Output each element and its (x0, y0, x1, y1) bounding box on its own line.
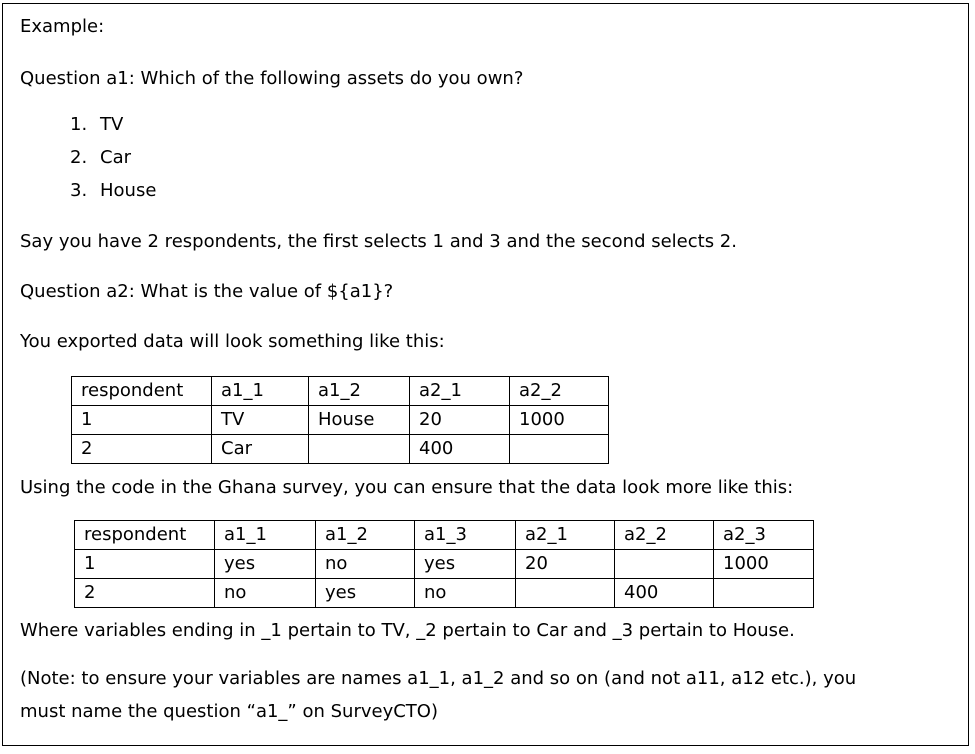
table-cell: 400 (615, 579, 714, 608)
table-cell: no (415, 579, 516, 608)
table-cell: no (215, 579, 316, 608)
table-cell: 20 (410, 406, 510, 435)
table-row (72, 406, 609, 435)
table-header-cell: a1_3 (415, 521, 516, 550)
table-cell: 2 (72, 435, 212, 464)
note-line-2: must name the question “a1_” on SurveyCTO) (20, 701, 438, 722)
ghana-survey-text: Using the code in the Ghana survey, you can ensure that the data look more like this: (20, 477, 794, 498)
example-label: Example: (20, 16, 105, 37)
table-cell: TV (212, 406, 309, 435)
table-cell: 20 (516, 550, 615, 579)
table-header-row (72, 377, 609, 406)
table-cell: 1 (75, 550, 215, 579)
table-header-cell: a1_1 (215, 521, 316, 550)
table-cell: no (316, 550, 415, 579)
question-a2-text: Question a2: What is the value of ${a1}? (20, 281, 394, 302)
table-header-cell: a2_2 (510, 377, 609, 406)
table-header-cell: a1_1 (212, 377, 309, 406)
table-header-cell: a1_2 (309, 377, 410, 406)
list-item: 1. TV (70, 114, 124, 135)
table-header-row (75, 521, 814, 550)
table-cell: 1000 (510, 406, 609, 435)
table-cell: Car (212, 435, 309, 464)
table-header-cell: a2_3 (714, 521, 814, 550)
table-cell: 1 (72, 406, 212, 435)
table-cell (510, 435, 609, 464)
table-cell: yes (415, 550, 516, 579)
table-cell (615, 550, 714, 579)
table-cell: yes (215, 550, 316, 579)
list-item: 2. Car (70, 147, 131, 168)
table-row (75, 579, 814, 608)
table-header-cell: a1_2 (316, 521, 415, 550)
table-cell (516, 579, 615, 608)
table-cell: House (309, 406, 410, 435)
question-a1-text: Question a1: Which of the following assets do you own? (20, 68, 524, 89)
table-header-cell: a2_1 (410, 377, 510, 406)
ghana-data-table (74, 520, 814, 608)
table-row (75, 550, 814, 579)
list-item: 3. House (70, 180, 157, 201)
exported-data-text: You exported data will look something like this: (20, 331, 445, 352)
variables-explanation-text: Where variables ending in _1 pertain to TV, _2 pertain to Car and _3 pertain to House. (20, 620, 795, 641)
table-header-cell: respondent (75, 521, 215, 550)
table-cell (714, 579, 814, 608)
exported-data-table (71, 376, 609, 464)
table-row (72, 435, 609, 464)
table-cell: 400 (410, 435, 510, 464)
table-cell: yes (316, 579, 415, 608)
table-header-cell: a2_2 (615, 521, 714, 550)
note-line-1: (Note: to ensure your variables are names a1_1, a1_2 and so on (and not a11, a12 etc.), you (20, 668, 857, 689)
table-cell: 2 (75, 579, 215, 608)
table-header-cell: a2_1 (516, 521, 615, 550)
table-cell: 1000 (714, 550, 814, 579)
table-cell (309, 435, 410, 464)
table-header-cell: respondent (72, 377, 212, 406)
respondents-text: Say you have 2 respondents, the first selects 1 and 3 and the second selects 2. (20, 231, 737, 252)
